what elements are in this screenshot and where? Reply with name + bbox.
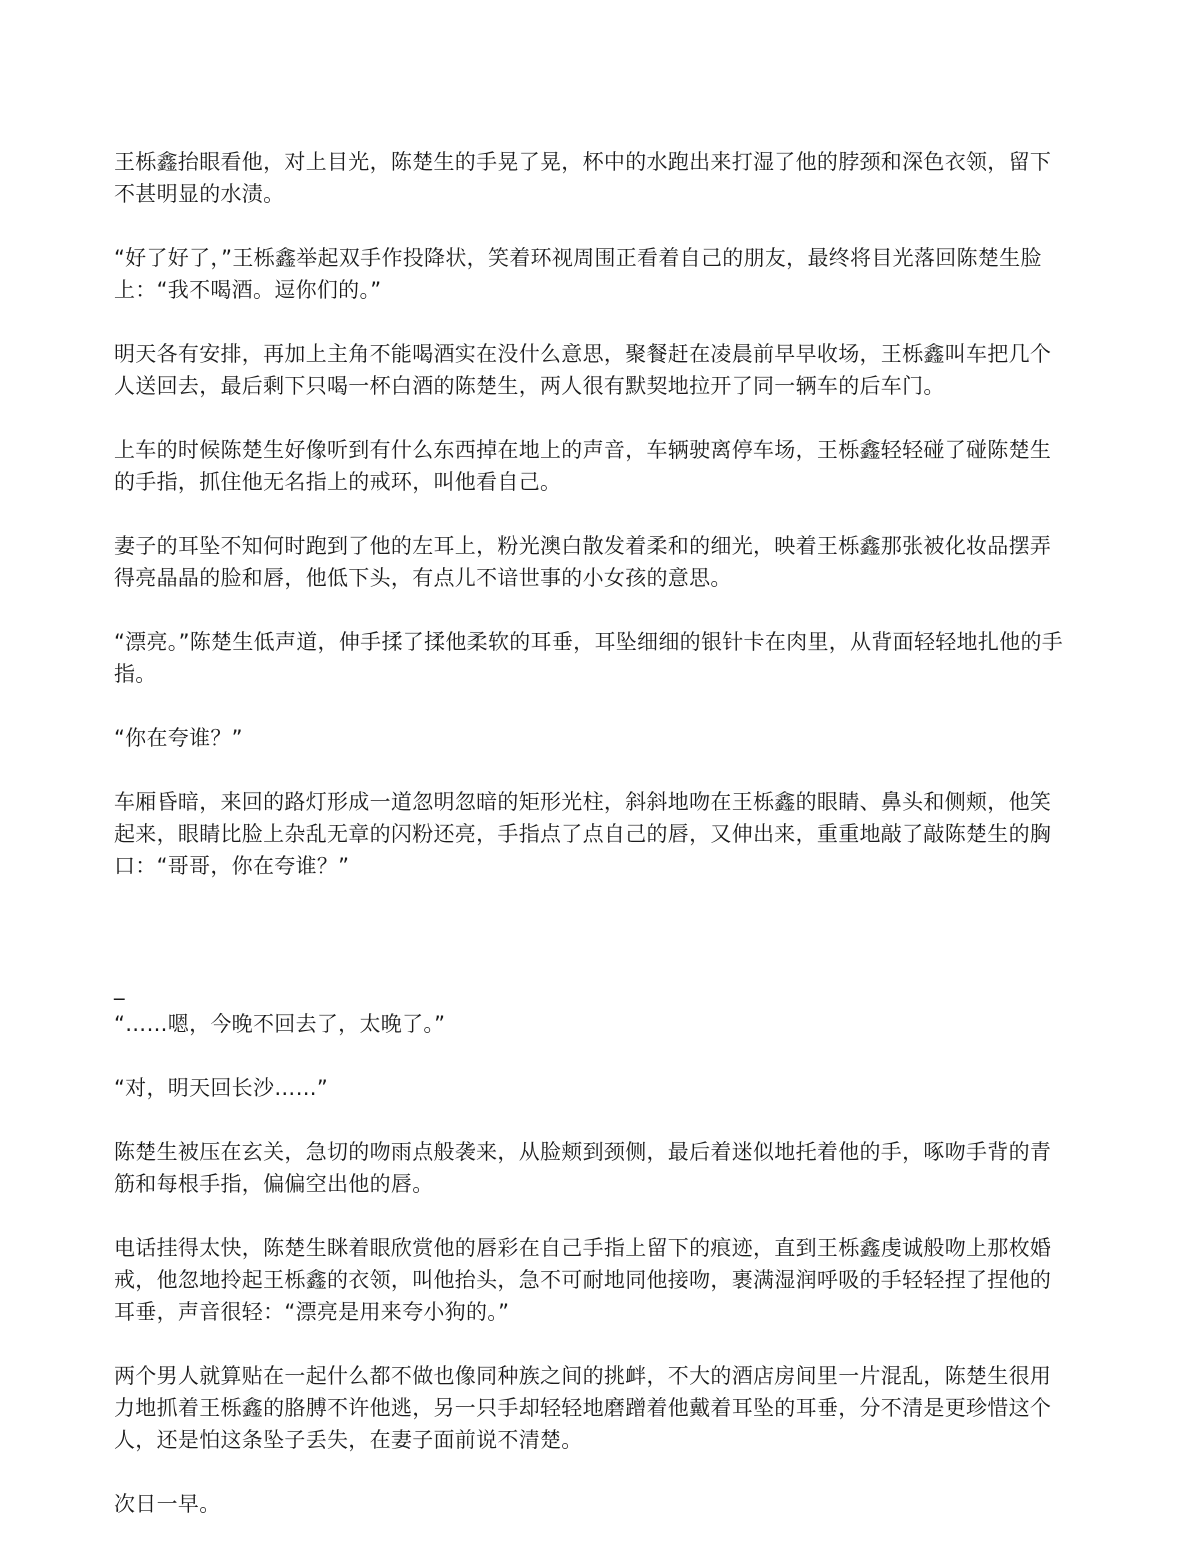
paragraph: 两个男人就算贴在一起什么都不做也像同种族之间的挑衅，不大的酒店房间里一片混乱，陈楚生很用力地抓着王栎鑫的胳膊不许他逃，另一只手却轻轻地磨蹭着他戴着耳坠的耳垂，分不清是更珍惜这个人，还是怕这条坠子丢失，在妻子面前说不清楚。 <box>114 1364 1052 1452</box>
paragraph: “漂亮。”陈楚生低声道，伸手揉了揉他柔软的耳垂，耳坠细细的银针卡在肉里，从背面轻轻地扎他的手指。 <box>114 630 1064 686</box>
paragraph: “好了好了，”王栎鑫举起双手作投降状，笑着环视周围正看着自己的朋友，最终将目光落回陈楚生脸上：“我不喝酒。逗你们的。” <box>114 246 1042 302</box>
paragraph: 电话挂得太快，陈楚生眯着眼欣赏他的唇彩在自己手指上留下的痕迹，直到王栎鑫虔诚般吻上那枚婚戒，他忽地拎起王栎鑫的衣领，叫他抬头，急不可耐地同他接吻，裹满湿润呼吸的手轻轻捏了捏他的耳垂，声音很轻：“漂亮是用来夸小狗的。” <box>114 1236 1052 1324</box>
paragraph: “你在夸谁？” <box>114 726 243 750</box>
document-body <box>114 146 1064 1552</box>
paragraph: “……嗯，今晚不回去了，太晚了。” <box>114 1012 446 1036</box>
paragraph: 王栎鑫抬眼看他，对上目光，陈楚生的手晃了晃，杯中的水跑出来打湿了他的脖颈和深色衣领，留下不甚明显的水渍。 <box>114 150 1052 206</box>
paragraph: 上车的时候陈楚生好像听到有什么东西掉在地上的声音，车辆驶离停车场，王栎鑫轻轻碰了碰陈楚生的手指，抓住他无名指上的戒环，叫他看自己。 <box>114 438 1052 494</box>
paragraph: 妻子的耳坠不知何时跑到了他的左耳上，粉光澳白散发着柔和的细光，映着王栎鑫那张被化妆品摆弄得亮晶晶的脸和唇，他低下头，有点儿不谙世事的小女孩的意思。 <box>114 534 1052 590</box>
paragraph: 车厢昏暗，来回的路灯形成一道忽明忽暗的矩形光柱，斜斜地吻在王栎鑫的眼睛、鼻头和侧颊，他笑起来，眼睛比脸上杂乱无章的闪粉还亮，手指点了点自己的唇，又伸出来，重重地敲了敲陈楚生的胸口：“哥哥，你在夸谁？” <box>114 790 1052 878</box>
section-gap <box>114 914 1064 972</box>
paragraph: “对，明天回长沙……” <box>114 1076 329 1100</box>
paragraph: 明天各有安排，再加上主角不能喝酒实在没什么意思，聚餐赶在凌晨前早早收场，王栎鑫叫车把几个人送回去，最后剩下只喝一杯白酒的陈楚生，两人很有默契地拉开了同一辆车的后车门。 <box>114 342 1052 398</box>
paragraph: 次日一早。 <box>114 1492 221 1516</box>
paragraph: 陈楚生被压在玄关，急切的吻雨点般袭来，从脸颊到颈侧，最后着迷似地托着他的手，啄吻手背的青筋和每根手指，偏偏空出他的唇。 <box>114 1140 1052 1196</box>
section-separator: _ <box>114 976 125 1000</box>
